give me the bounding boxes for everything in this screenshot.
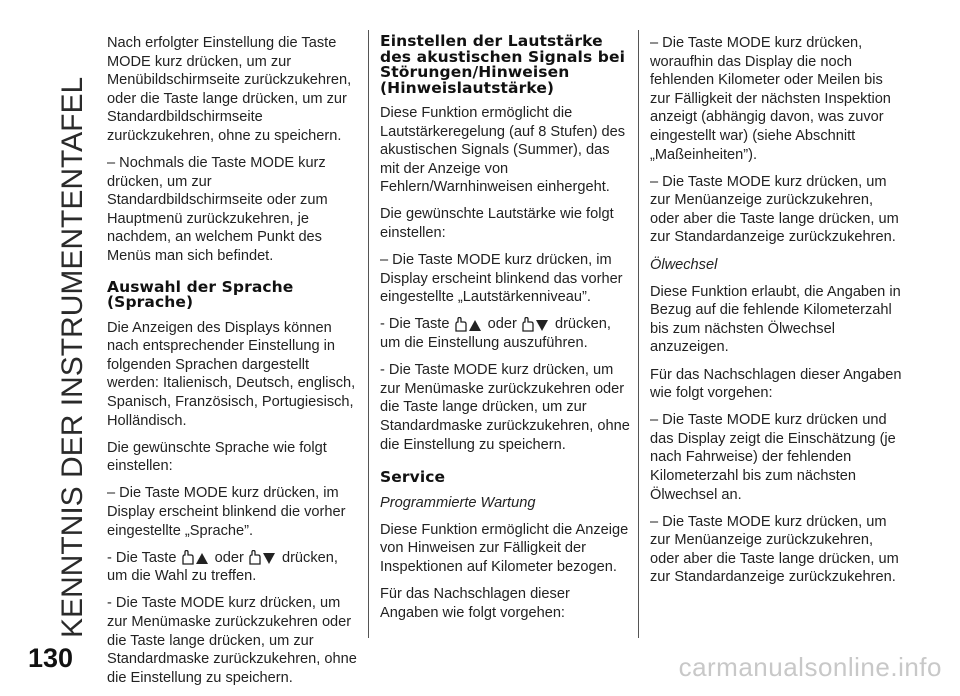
- paragraph: – Die Taste MODE kurz drücken, woraufhin das Display die noch fehlenden Kilometer oder Meilen bis zur Fälligkeit der nächsten Inspektion anzeigt (abhängig davon, was zuvor eingestellt war) (siehe Abschnitt „Maßeinheiten”).: [650, 35, 891, 163]
- paragraph: Nach erfolgter Einstellung die Taste MODE kurz drücken, um zur Menübildschirmseite zurückzukehren, oder die Taste lange drücken, um zur Standardbildschirmseite zurückzukehren, ohne zu speichern.: [107, 35, 352, 144]
- paragraph: Für das Nachschlagen dieser Angaben wie folgt vorgehen:: [380, 585, 570, 621]
- section-heading: Service: [380, 468, 446, 487]
- paragraph: – Die Taste MODE kurz drücken, im Display erscheint blinkend die vorher eingestellte „Sprache”.: [107, 485, 346, 539]
- hand-down-button-icon: [522, 317, 550, 333]
- paragraph: – Die Taste MODE kurz drücken und das Display zeigt die Einschätzung (je nach Fahrweise) der fehlenden Kilometerzahl bis zum nächsten Ölwechsel an.: [650, 412, 896, 503]
- paragraph: - Die Taste MODE kurz drücken, um zur Menümaske zurückzukehren oder die Taste lange drücken, um zur Standardmaske zurückzukehren, ohne die Einstellung zu speichern.: [107, 595, 357, 686]
- paragraph-with-icons: [107, 549, 359, 586]
- hand-up-button-icon: [182, 550, 210, 566]
- hand-down-button-icon: [249, 550, 277, 566]
- column-divider: [638, 30, 639, 638]
- paragraph: Diese Funktion ermöglicht die Anzeige von Hinweisen zur Fälligkeit der Inspektionen auf Kilometer bezogen.: [380, 521, 629, 575]
- text-fragment: oder: [214, 549, 244, 566]
- paragraph: – Die Taste MODE kurz drücken, im Display erscheint blinkend das vorher eingestellte „Lautstärkenniveau”.: [380, 252, 623, 306]
- paragraph: Für das Nachschlagen dieser Angaben wie folgt vorgehen:: [650, 366, 902, 402]
- section-heading: Auswahl der Sprache (Sprache): [107, 277, 294, 312]
- paragraph: – Die Taste MODE kurz drücken, um zur Menüanzeige zurückzukehren, oder aber die Taste lange drücken, um zur Standardanzeige zurückzukehren.: [650, 513, 899, 586]
- paragraph-with-icons: [380, 315, 630, 352]
- text-fragment: drücken, um die Einstellung auszuführen.: [380, 316, 611, 352]
- subheading: Ölwechsel: [650, 256, 718, 273]
- subheading: Programmierte Wartung: [380, 494, 536, 511]
- section-heading: Einstellen der Lautstärke des akustischen Signals bei Störungen/Hinweisen (Hinweislautstärke): [380, 32, 625, 97]
- page-number: 130: [28, 643, 74, 673]
- column-divider: [368, 30, 369, 638]
- paragraph: – Nochmals die Taste MODE kurz drücken, um zur Standardbildschirmseite oder zum Hauptmenü zurückzukehren, je nachdem, an welchem Punkt des Menüs man sich befindet.: [107, 155, 328, 265]
- section-sidebar-title: KENNTNIS DER INSTRUMENTENTAFEL: [56, 76, 89, 638]
- text-fragment: - Die Taste: [380, 316, 450, 333]
- paragraph: Diese Funktion erlaubt, die Angaben in Bezug auf die fehlende Kilometerzahl bis zum nächsten Ölwechsel anzuzeigen.: [650, 283, 901, 356]
- paragraph: Diese Funktion ermöglicht die Lautstärkeregelung (auf 8 Stufen) des akustischen Signals (Summer), das mit der Anzeige von Fehlern/Warnhinweisen einhergeht.: [380, 105, 626, 196]
- paragraph: Die gewünschte Sprache wie folgt einstellen:: [107, 439, 327, 475]
- text-fragment: drücken, um die Wahl zu treffen.: [107, 549, 338, 585]
- watermark: carmanualsonline.info: [678, 652, 942, 682]
- paragraph: Die Anzeigen des Displays können nach entsprechender Einstellung in folgenden Sprachen dargestellt werden: Italienisch, Deutsch, englisch, Spanisch, Französisch, Portugiesisch, Holländisch.: [107, 319, 356, 429]
- column-3: [650, 34, 902, 596]
- column-1: [107, 34, 359, 696]
- text-fragment: - Die Taste: [107, 549, 177, 566]
- hand-up-button-icon: [455, 317, 483, 333]
- paragraph: – Die Taste MODE kurz drücken, um zur Menüanzeige zurückzukehren, oder aber die Taste lange drücken, um zur Standardanzeige zurückzukehren.: [650, 173, 899, 246]
- text-fragment: oder: [487, 316, 517, 333]
- paragraph: - Die Taste MODE kurz drücken, um zur Menümaske zurückzukehren oder die Taste lange drücken, um zur Standardmaske zurückzukehren, ohne die Einstellung zu speichern.: [380, 362, 630, 453]
- column-2: [380, 34, 630, 631]
- paragraph: Die gewünschte Lautstärke wie folgt einstellen:: [380, 206, 614, 242]
